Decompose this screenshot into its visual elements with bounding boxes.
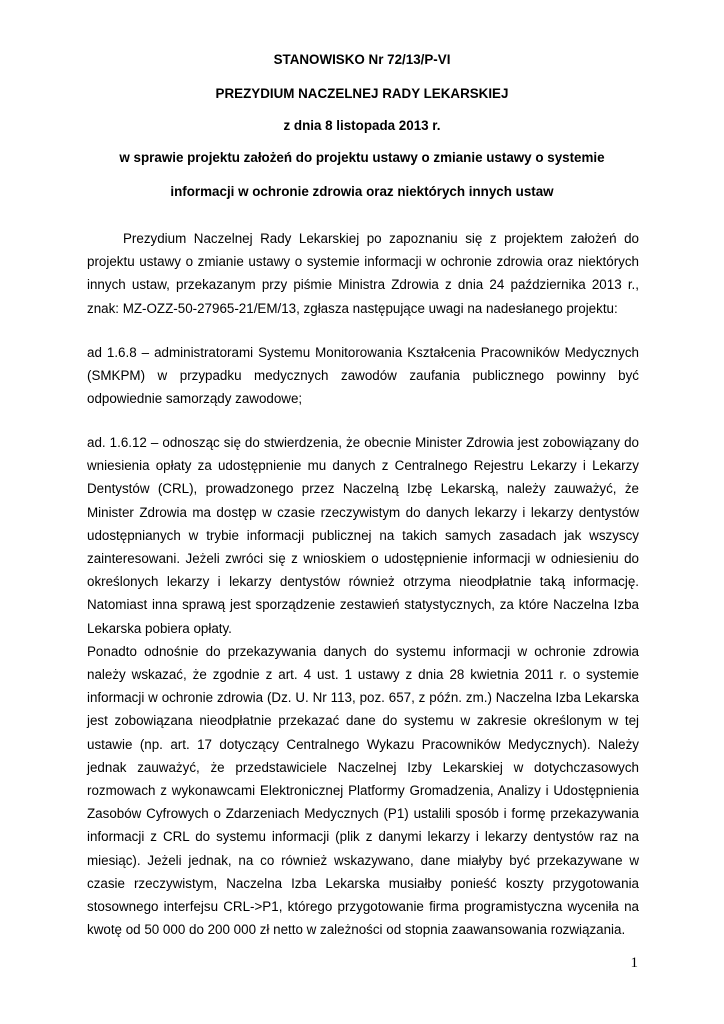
page-number: 1 [630,955,638,971]
document-date: z dnia 8 listopada 2013 r. [283,118,441,133]
paragraph-intro [87,227,639,320]
issuing-body: PREZYDIUM NACZELNEJ RADY LEKARSKIEJ [215,86,509,101]
document-subject-line-2: informacji w ochronie zdrowia oraz niektórych innych ustaw [170,184,554,199]
paragraph-ad-1-6-12-text: ad. 1.6.12 – odnosząc się do stwierdzenia, że obecnie Minister Zdrowia jest zobowiązany do wniesienia opłaty za udostępnienie mu danych z Centralnego Rejestru Lekarzy i Lekarzy Dentystów (CRL), prowadzonego przez Naczelną Izbę Lekarską, należy zauważyć, że Minister Zdrowia ma dostęp w czasie rzeczywistym do danych lekarzy i lekarzy dentystów udostępnianych w trybie informacji publicznej na takich samych zasadach jak wszyscy zainteresowani. Jeżeli zwróci się z wnioskiem o udostępnienie informacji w odniesieniu do określonych lekarzy i lekarzy dentystów również otrzyma nieodpłatnie taką informację. Natomiast inna sprawą jest sporządzenie zestawień statystycznych, za które Naczelna Izba Lekarska pobiera opłaty. [87,435,639,636]
paragraph-ponadto-text: Ponadto odnośnie do przekazywania danych do systemu informacji w ochronie zdrowia należy wskazać, że zgodnie z art. 4 ust. 1 ustawy z dnia 28 kwietnia 2011 r. o systemie informacji w ochronie zdrowia (Dz. U. Nr 113, poz. 657, z późn. zm.) Naczelna Izba Lekarska jest zobowiązana nieodpłatnie przekazać dane do systemu w zakresie określonym w tej ustawie (np. art. 17 dotyczący Centralnego Wykazu Pracowników Medycznych). Należy jednak zauważyć, że przedstawiciele Naczelnej Izby Lekarskiej w dotychczasowych rozmowach z wykonawcami Elektronicznej Platformy Gromadzenia, Analizy i Udostępnienia Zasobów Cyfrowych o Zdarzeniach Medycznych (P1) ustalili sposób i formę przekazywania informacji z CRL do systemu informacji (plik z danymi lekarzy i lekarzy dentystów raz na miesiąc). Jeżeli jednak, na co również wskazywano, dane miałyby być przekazywane w czasie rzeczywistym, Naczelna Izba Lekarska musiałby ponieść koszty przygotowania stosownego interfejsu CRL->P1, którego przygotowanie firma programistyczna wyceniła na kwotę od 50 000 do 200 000 zł netto w zależności od stopnia zaawansowania rozwiązania. [87,643,639,938]
paragraph-ad-1-6-12 [87,431,639,941]
paragraph-ad-1-6-8 [87,341,639,411]
paragraph-ad-1-6-8-text: ad 1.6.8 – administratorami Systemu Monitorowania Kształcenia Pracowników Medycznych (SMKPM) w przypadku medycznych zawodów zaufania publicznego powinny być odpowiednie samorządy zawodowe; [87,345,639,407]
document-title: STANOWISKO Nr 72/13/P-VI [273,52,451,67]
paragraph-intro-text: Prezydium Naczelnej Rady Lekarskiej po zapoznaniu się z projektem założeń do projektu ustawy o zmianie ustawy o systemie informacji w ochronie zdrowia oraz niektórych innych ustaw, przekazanym przy piśmie Ministra Zdrowia z dnia 24 października 2013 r., znak: MZ-OZZ-50-27965-21/EM/13, zgłasza następujące uwagi na nadesłanego projektu: [87,231,639,316]
document-subject-line-1: w sprawie projektu założeń do projektu ustawy o zmianie ustawy o systemie [119,150,605,165]
